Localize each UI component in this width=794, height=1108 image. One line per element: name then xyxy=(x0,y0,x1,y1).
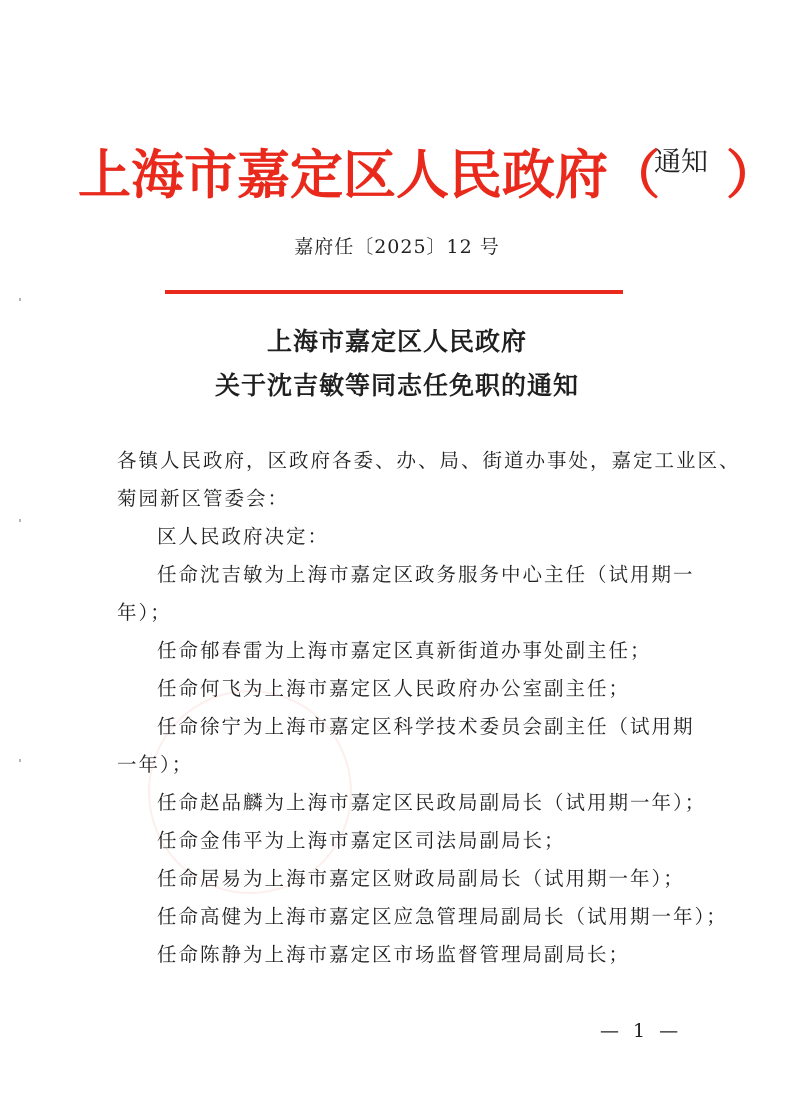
body-line: 一年）； xyxy=(117,753,194,776)
body-line: 任命赵品麟为上海市嘉定区民政局副局长（试用期一年）； xyxy=(157,791,707,814)
document-header xyxy=(78,135,779,215)
body-line: 任命金伟平为上海市嘉定区司法局副局长； xyxy=(157,829,566,852)
body-line: 年）； xyxy=(117,601,172,624)
header-paren-close: ） xyxy=(726,145,779,206)
page-number: — 1 — xyxy=(600,1020,683,1042)
body-line: 任命郁春雷为上海市嘉定区真新街道办事处副主任； xyxy=(157,639,652,662)
header-paren-open: （ xyxy=(608,145,661,206)
scan-speck xyxy=(19,298,21,301)
body-line: 区人民政府决定： xyxy=(157,525,330,548)
document-title-line-2: 关于沈吉敏等同志任免职的通知 xyxy=(214,371,579,400)
header-organization: 上海市嘉定区人民政府 xyxy=(78,144,608,206)
document-title-line-1: 上海市嘉定区人民政府 xyxy=(266,327,527,356)
body-line: 菊园新区管委会： xyxy=(117,487,290,510)
body-line: 各镇人民政府，区政府各委、办、局、街道办事处，嘉定工业区、 xyxy=(117,449,741,472)
header-doc-type: 通知 xyxy=(654,147,709,178)
body-line: 任命居易为上海市嘉定区财政局副局长（试用期一年）； xyxy=(157,867,685,890)
body-line: 任命高健为上海市嘉定区应急管理局副局长（试用期一年）； xyxy=(157,905,728,928)
body-line: 任命沈吉敏为上海市嘉定区政务服务中心主任（试用期一 xyxy=(157,563,695,586)
body-line: 任命陈静为上海市嘉定区市场监督管理局副局长； xyxy=(157,943,631,966)
scan-speck xyxy=(19,519,21,522)
scan-speck xyxy=(19,759,21,762)
body-line: 任命何飞为上海市嘉定区人民政府办公室副主任； xyxy=(157,677,631,700)
body-line: 任命徐宁为上海市嘉定区科学技术委员会副主任（试用期 xyxy=(157,715,695,738)
document-number: 嘉府任〔2025〕12 号 xyxy=(294,236,500,258)
header-divider xyxy=(165,290,623,294)
